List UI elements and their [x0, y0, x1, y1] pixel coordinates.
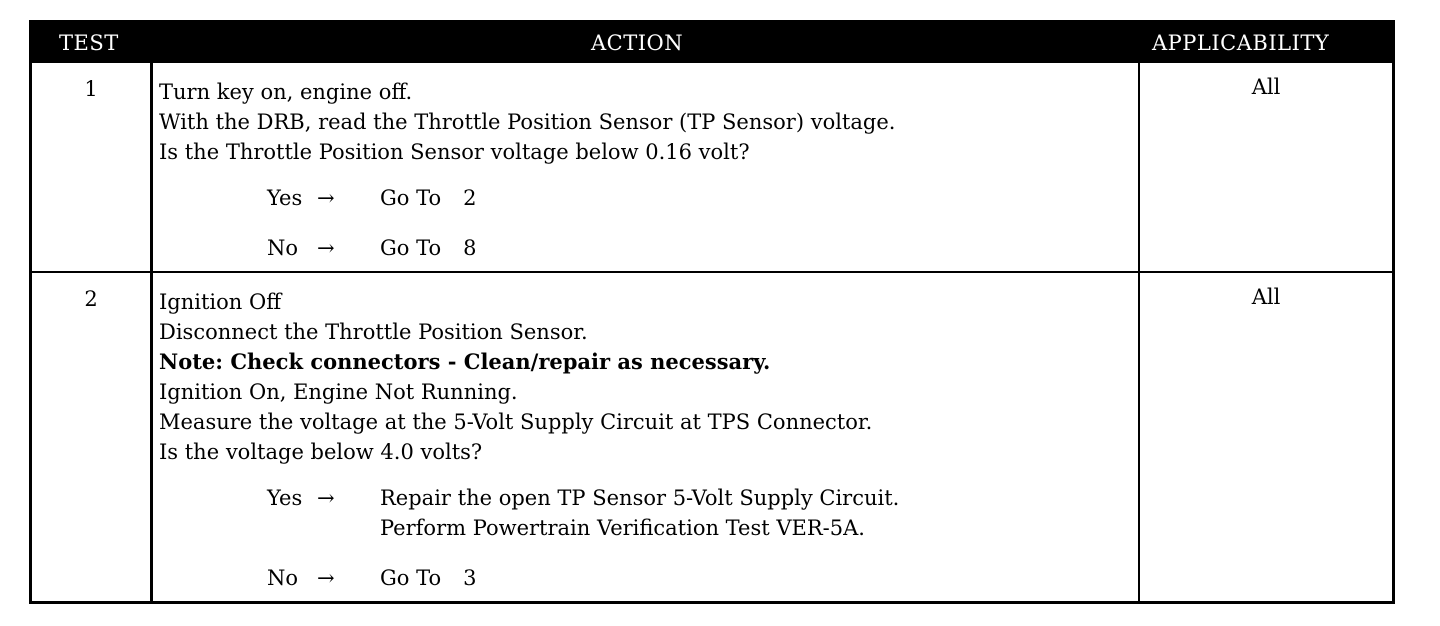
action-line: Ignition On, Engine Not Running. — [159, 380, 518, 404]
test-number: 2 — [84, 287, 98, 311]
action-line: Turn key on, engine off. — [159, 80, 413, 104]
arrow-icon: → — [317, 486, 335, 510]
applicability-value: All — [1251, 75, 1281, 99]
note-line: Note: Check connectors - Clean/repair as necessary. — [159, 349, 771, 374]
header-action: ACTION — [591, 31, 684, 55]
action-text — [159, 77, 895, 167]
yes-choice — [267, 483, 899, 543]
table-row — [32, 273, 1392, 601]
no-label: No — [267, 236, 299, 260]
no-choice — [267, 563, 477, 593]
no-choice — [267, 233, 477, 263]
no-label: No — [267, 566, 299, 590]
arrow-icon: → — [317, 566, 335, 590]
goto-label: Go To — [380, 236, 442, 260]
diagnostic-table — [29, 20, 1395, 604]
goto-label: Go To — [380, 186, 442, 210]
test-number: 1 — [84, 77, 98, 101]
table-header — [32, 23, 1392, 63]
arrow-icon: → — [317, 186, 335, 210]
action-line: Is the Throttle Position Sensor voltage below 0.16 volt? — [159, 140, 750, 164]
yes-action-text: Repair the open TP Sensor 5-Volt Supply Circuit. — [380, 486, 900, 510]
action-text — [159, 287, 872, 467]
yes-label: Yes — [267, 486, 303, 510]
table-row — [32, 63, 1392, 271]
action-line: Is the voltage below 4.0 volts? — [159, 440, 483, 464]
goto-target: 3 — [463, 566, 477, 590]
arrow-icon: → — [317, 236, 335, 260]
goto-label: Go To — [380, 566, 442, 590]
action-line: Disconnect the Throttle Position Sensor. — [159, 320, 588, 344]
action-line: Measure the voltage at the 5-Volt Supply Circuit at TPS Connector. — [159, 410, 873, 434]
yes-action-text-2: Perform Powertrain Verification Test VER-5A. — [380, 516, 865, 540]
yes-label: Yes — [267, 186, 303, 210]
yes-choice — [267, 183, 477, 213]
action-line: Ignition Off — [159, 290, 282, 314]
goto-target: 2 — [463, 186, 477, 210]
goto-target: 8 — [463, 236, 477, 260]
header-test: TEST — [59, 31, 119, 55]
applicability-value: All — [1251, 285, 1281, 309]
header-applicability: APPLICABILITY — [1152, 31, 1330, 55]
action-line: With the DRB, read the Throttle Position Sensor (TP Sensor) voltage. — [159, 110, 896, 134]
